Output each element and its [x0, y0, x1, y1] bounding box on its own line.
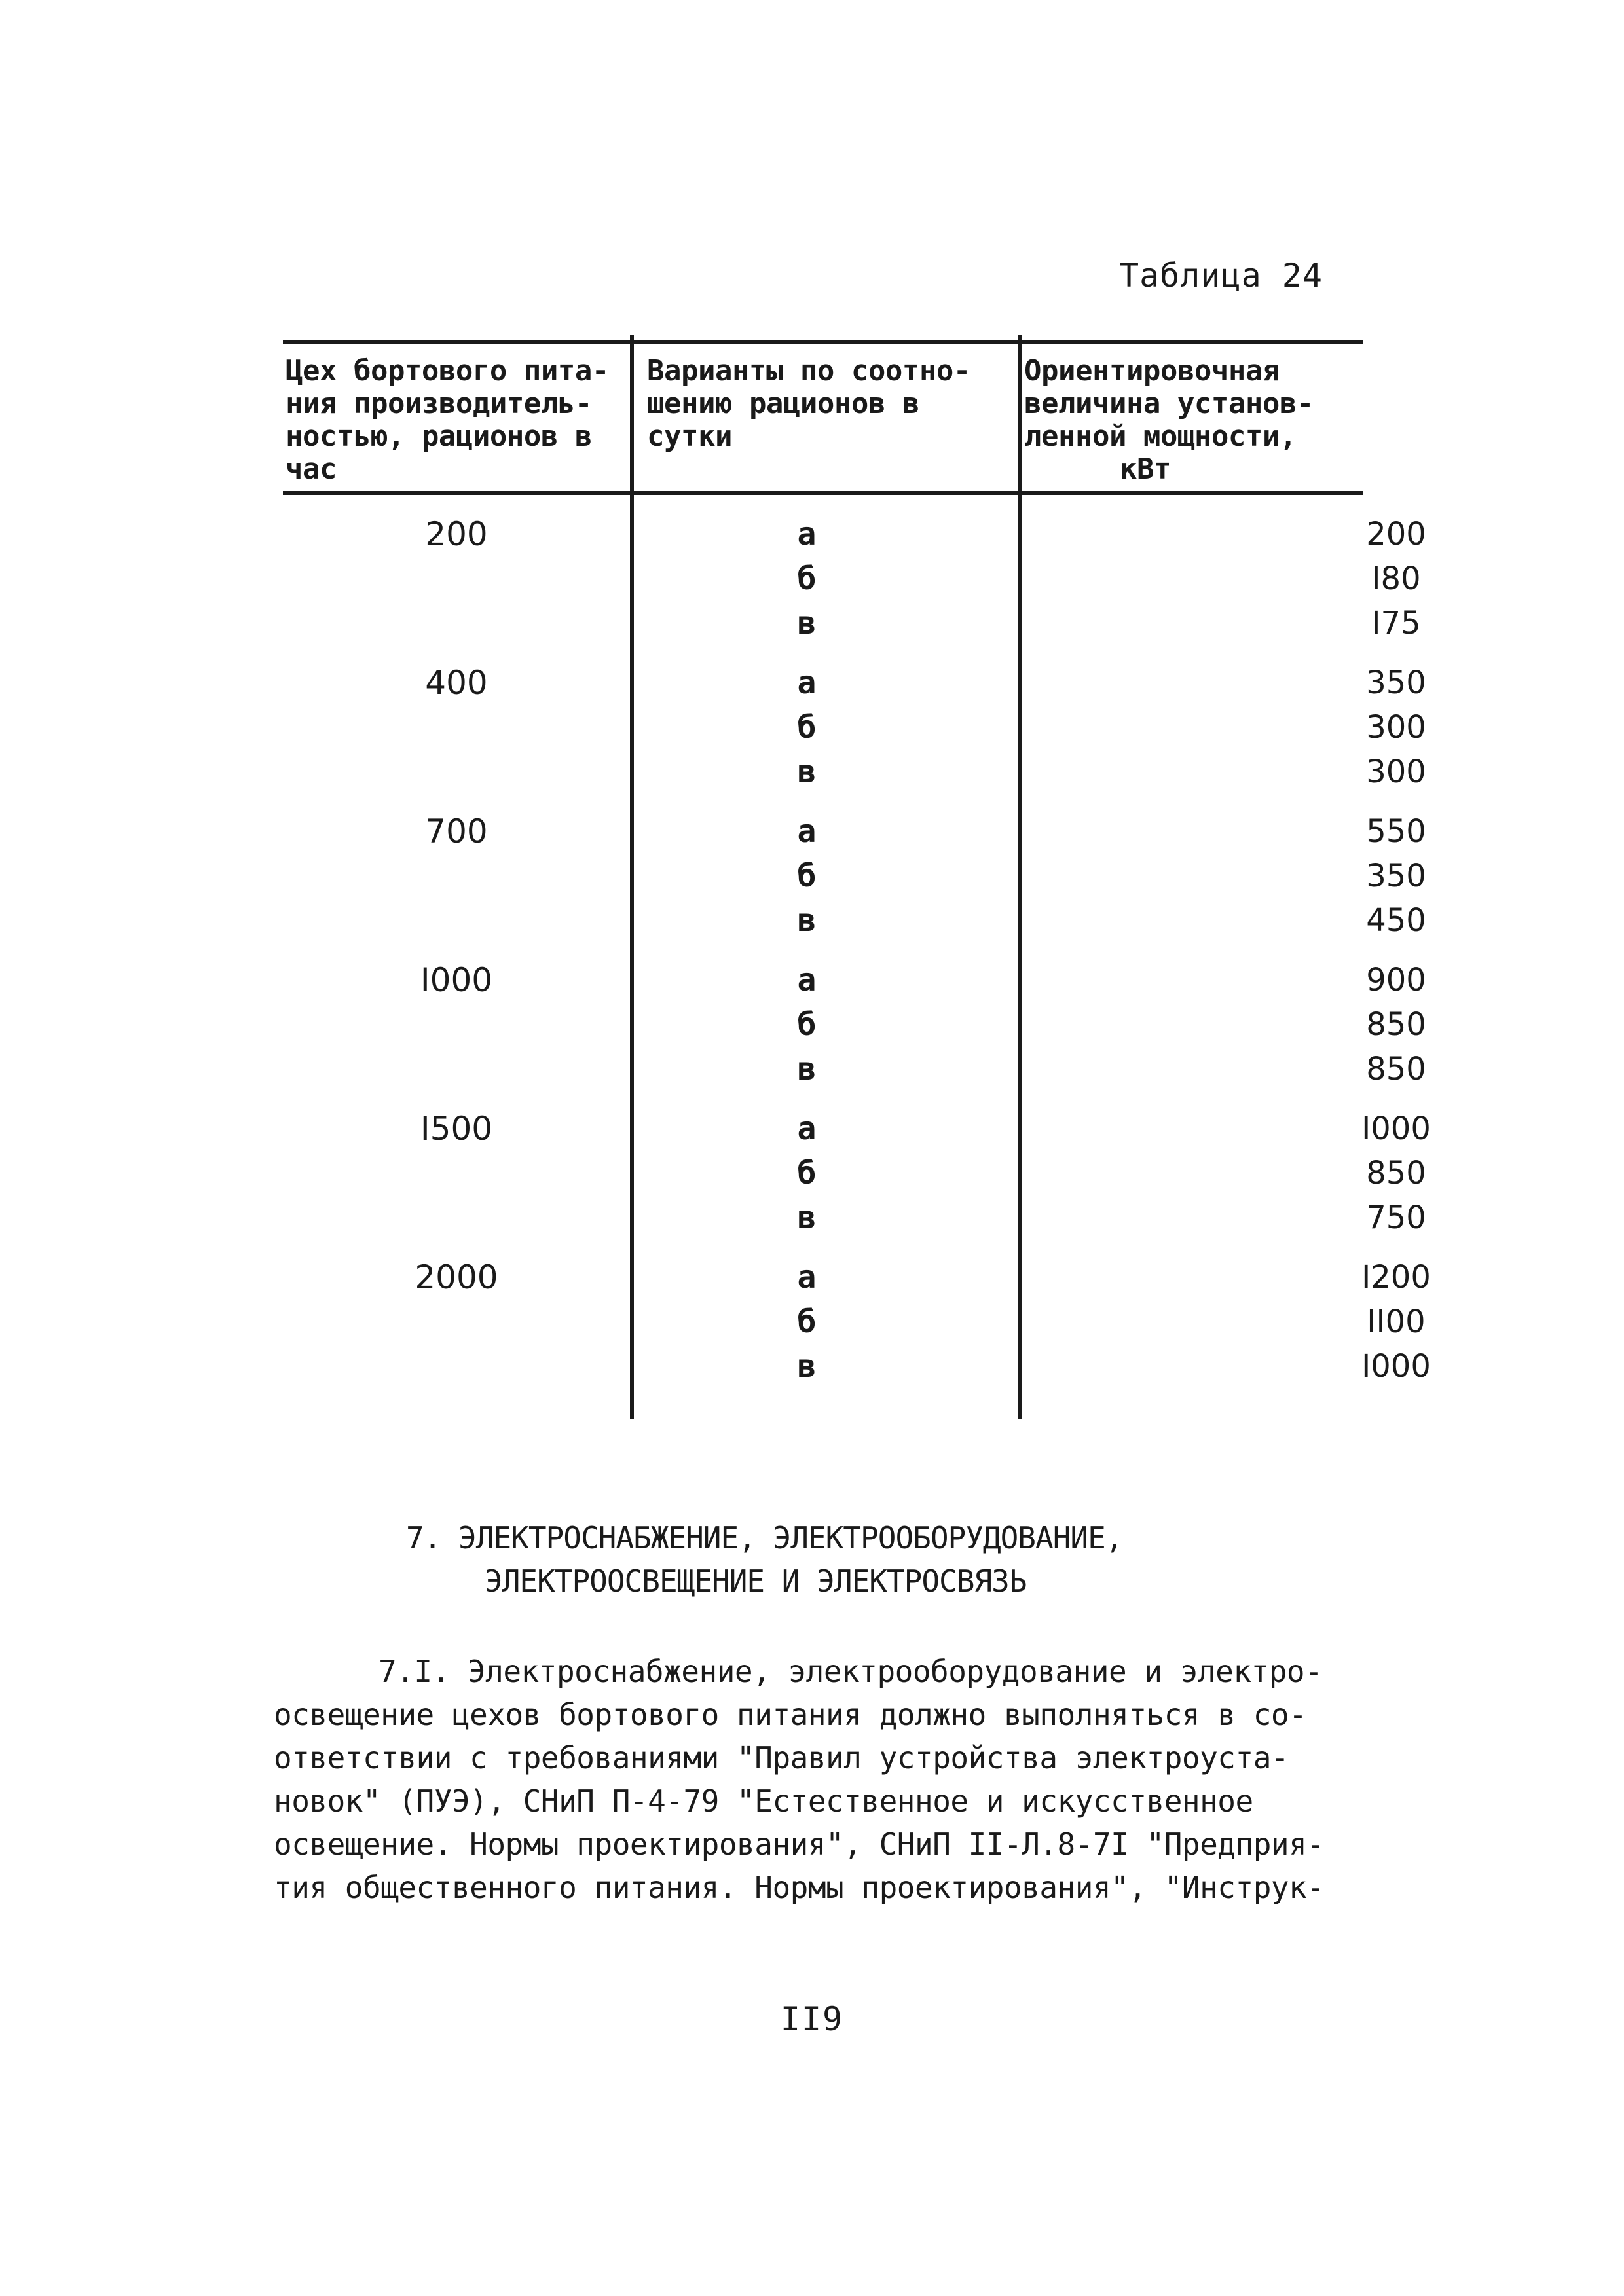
- power-cell: 850: [1366, 1006, 1426, 1043]
- table-row-group: [283, 809, 1426, 958]
- variant-cell: в: [797, 754, 817, 790]
- variant-cell: б: [797, 1303, 817, 1340]
- power-cell: 450: [1366, 902, 1426, 939]
- table-row: [283, 1002, 1426, 1047]
- page-number: II9: [780, 2000, 844, 2038]
- power-table: [283, 335, 1431, 1422]
- section-title-line-2: ЭЛЕКТРООСВЕЩЕНИЕ И ЭЛЕКТРОСВЯЗЬ: [485, 1563, 1027, 1599]
- section-title-line-1: 7. ЭЛЕКТРОСНАБЖЕНИЕ, ЭЛЕКТРООБОРУДОВАНИЕ,: [406, 1520, 1123, 1556]
- table-row: [283, 1047, 1426, 1091]
- table-row: [283, 1151, 1426, 1195]
- variant-cell: а: [797, 516, 817, 553]
- table-caption: Таблица 24: [1118, 257, 1323, 295]
- capacity-cell: 200: [425, 515, 488, 553]
- table-row: [283, 750, 1426, 794]
- variant-cell: а: [797, 813, 817, 850]
- paragraph-line: ответствии с требованиями "Правил устройства электроуста-: [274, 1740, 1289, 1776]
- power-cell: II00: [1367, 1303, 1426, 1340]
- power-cell: 850: [1366, 1155, 1426, 1192]
- paragraph-line: 7.I. Электроснабжение, электрооборудование и электро-: [378, 1654, 1323, 1689]
- table-row: [283, 809, 1426, 854]
- power-cell: 300: [1366, 754, 1426, 790]
- power-cell: I75: [1371, 605, 1421, 642]
- capacity-cell: 700: [425, 812, 488, 850]
- variant-cell: б: [797, 560, 817, 597]
- power-cell: 200: [1366, 516, 1426, 553]
- variant-cell: б: [797, 858, 817, 894]
- table-row: [283, 661, 1426, 705]
- power-cell: 750: [1366, 1199, 1426, 1236]
- variant-cell: б: [797, 1155, 817, 1192]
- table-row-group: [283, 1255, 1431, 1404]
- table-row: [283, 1106, 1431, 1151]
- table-row: [283, 601, 1421, 646]
- section-title: [406, 1516, 1323, 1603]
- table-row: [283, 1300, 1426, 1344]
- table-header-rule: [283, 491, 1363, 495]
- variant-cell: в: [797, 902, 817, 939]
- variant-cell: а: [797, 1110, 817, 1147]
- variant-cell: а: [797, 665, 817, 701]
- table-row-group: [283, 512, 1426, 661]
- power-cell: 850: [1366, 1051, 1426, 1087]
- power-cell: 900: [1366, 962, 1426, 998]
- variant-cell: в: [797, 1051, 817, 1087]
- table-row: [283, 1255, 1431, 1300]
- power-cell: I000: [1361, 1348, 1431, 1385]
- capacity-cell: I000: [420, 961, 493, 999]
- power-cell: I200: [1361, 1259, 1431, 1296]
- power-cell: I000: [1361, 1110, 1431, 1147]
- table-row: [283, 556, 1421, 601]
- power-cell: I80: [1371, 560, 1421, 597]
- capacity-cell: I500: [420, 1110, 493, 1148]
- body-paragraph: [274, 1650, 1374, 1909]
- table-row: [283, 1195, 1426, 1240]
- table-body: [283, 512, 1431, 1404]
- table-row: [283, 854, 1426, 898]
- table-row: [283, 705, 1426, 750]
- header-power-unit: кВт: [1120, 452, 1171, 486]
- table-row-group: [283, 958, 1426, 1106]
- variant-cell: а: [797, 962, 817, 998]
- power-cell: 550: [1366, 813, 1426, 850]
- power-cell: 350: [1366, 665, 1426, 701]
- variant-cell: б: [797, 709, 817, 746]
- capacity-cell: 2000: [415, 1258, 498, 1296]
- header-capacity: Цех бортового пита- ния производитель- ностью, рационов в час: [286, 354, 609, 486]
- paragraph-line: новок" (ПУЭ), СНиП П-4-79 "Естественное и искусственное: [274, 1783, 1253, 1819]
- table-row: [283, 512, 1426, 556]
- paragraph-line: освещение цехов бортового питания должно выполняться в со-: [274, 1697, 1307, 1732]
- table-row-group: [283, 1106, 1431, 1255]
- paragraph-line: тия общественного питания. Нормы проектирования", "Инструк-: [274, 1870, 1325, 1905]
- variant-cell: в: [797, 1348, 817, 1385]
- table-top-rule: [283, 340, 1363, 344]
- power-cell: 350: [1366, 858, 1426, 894]
- header-power: [1024, 355, 1365, 486]
- header-variants: Варианты по соотно- шению рационов в сутки: [647, 354, 970, 453]
- variant-cell: в: [797, 605, 817, 642]
- variant-cell: а: [797, 1259, 817, 1296]
- header-power-text: Ориентировочная величина установ- ленной мощности,: [1024, 354, 1314, 453]
- capacity-cell: 400: [425, 664, 488, 702]
- paragraph-line: освещение. Нормы проектирования", СНиП II-Л.8-7I "Предприя-: [274, 1827, 1325, 1862]
- variant-cell: в: [797, 1199, 817, 1236]
- power-cell: 300: [1366, 709, 1426, 746]
- table-row: [283, 898, 1426, 943]
- table-row: [283, 1344, 1431, 1389]
- table-row: [283, 958, 1426, 1002]
- table-row-group: [283, 661, 1426, 809]
- variant-cell: б: [797, 1006, 817, 1043]
